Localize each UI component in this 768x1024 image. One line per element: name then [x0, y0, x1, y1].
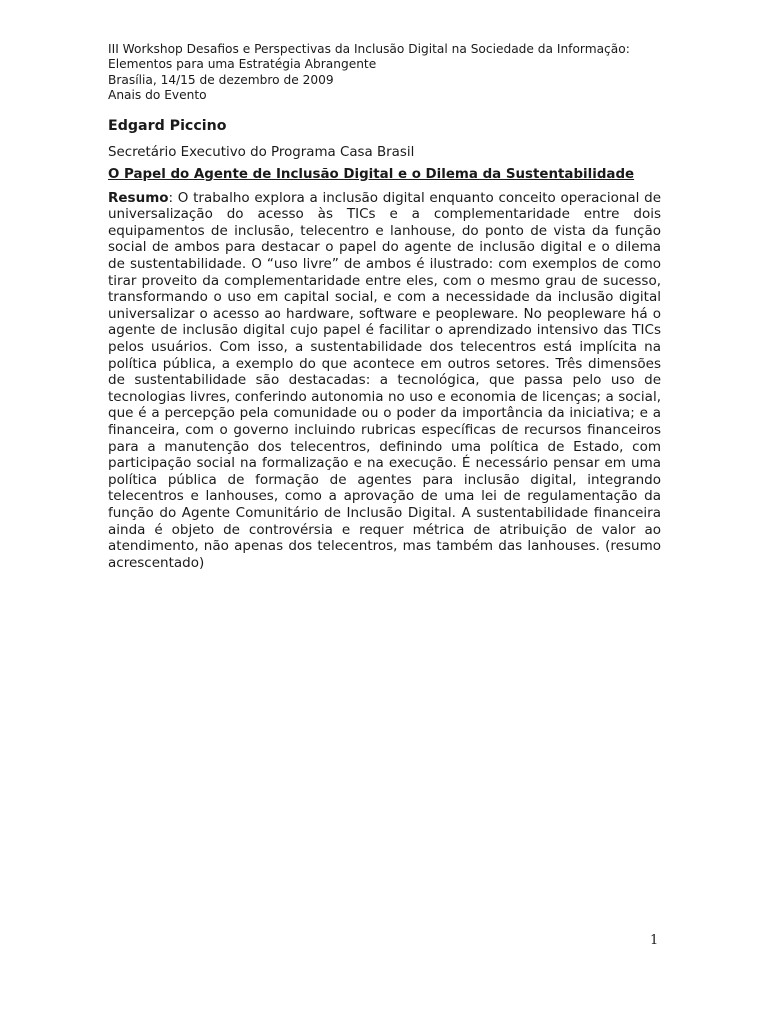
author-name: Edgard Piccino [108, 117, 227, 134]
page-number: 1 [650, 933, 659, 948]
abstract-text: : O trabalho explora a inclusão digital enquanto conceito operacional de universalização do acesso às TICs e a complementaridade entre dois equipamentos de inclusão, telecentro e lanhouse, do ponto de vista da função social de ambos para destacar o papel do agente de inclusão digital e o dilema de sustentabilidade. O “uso livre” de ambos é ilustrado: com exemplos de como tirar proveito da complementaridade entre eles, com o mesmo grau de sucesso, transformando o uso em capital social, e com a necessidade da inclusão digital universalizar o acesso ao hardware, software e peopleware. No peopleware há o agente de inclusão digital cujo papel é facilitar o aprendizado intensivo das TICs pelos usuários. Com isso, a sustentabilidade dos telecentros está implícita na política pública, a exemplo do que acontece em outros setores. Três dimensões de sustentabilidade são destacadas: a tecnológica, que passa pelo uso de tecnologias livres, conferindo autonomia no uso e economia de licenças; a social, que é a percepção pela comunidade ou o poder da importância da iniciativa; e a financeira, com o governo incluindo rubricas específicas de recursos financeiros para a manutenção dos telecentros, definindo uma política de Estado, com participação social na formalização e na execução. É necessário pensar em uma política pública de formação de agentes para inclusão digital, integrando telecentros e lanhouses, como a aprovação de uma lei de regulamentação da função do Agente Comunitário de Inclusão Digital. A sustentabilidade financeira ainda é objeto de controvérsia e requer métrica de atribuição de valor ao atendimento, não apenas dos telecentros, mas também das lanhouses. (resumo acrescentado) [108, 189, 661, 571]
author-role: Secretário Executivo do Programa Casa Brasil [108, 144, 415, 160]
header-event-subtitle: Elementos para uma Estratégia Abrangente [108, 57, 377, 72]
abstract-paragraph [108, 190, 661, 572]
header-event-title: III Workshop Desafios e Perspectivas da Inclusão Digital na Sociedade da Informação: [108, 42, 630, 56]
event-header [108, 42, 661, 104]
paper-title: O Papel do Agente de Inclusão Digital e o Dilema da Sustentabilidade [108, 166, 635, 182]
abstract-label: Resumo [108, 189, 169, 206]
header-event-proceedings: Anais do Evento [108, 88, 207, 103]
header-event-date: Brasília, 14/15 de dezembro de 2009 [108, 72, 334, 87]
document-page [108, 42, 661, 571]
